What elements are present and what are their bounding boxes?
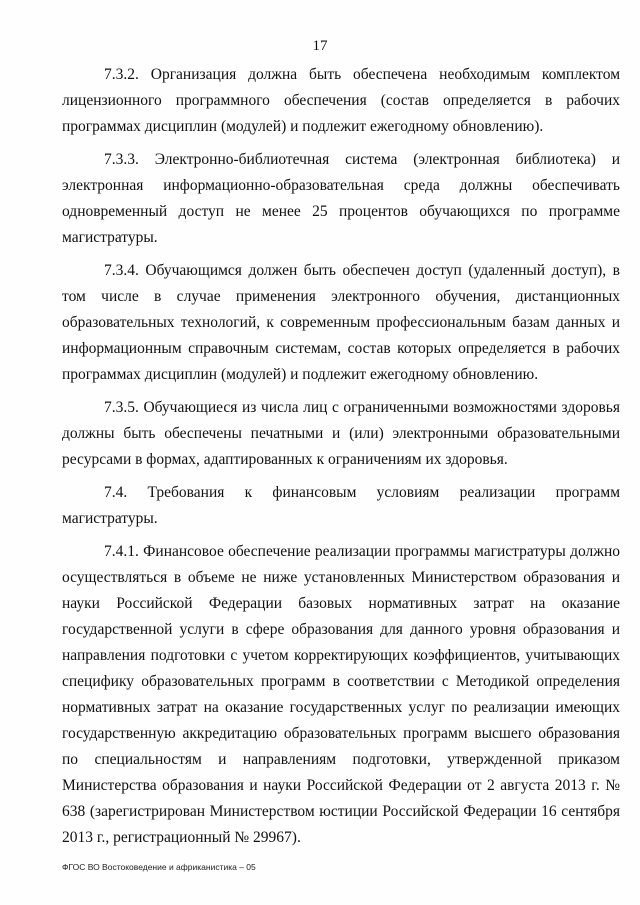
paragraph-number: 7.4. bbox=[104, 484, 128, 501]
paragraph-7-3-5 bbox=[62, 395, 620, 473]
paragraph-7-3-4 bbox=[62, 258, 620, 388]
paragraph-7-3-2 bbox=[62, 62, 620, 140]
paragraph-number: 7.4.1. bbox=[104, 543, 139, 560]
paragraph-text: Требования к финансовым условиям реализации программ магистратуры. bbox=[62, 484, 621, 527]
paragraph-number: 7.3.2. bbox=[104, 66, 139, 83]
page-footer: ФГОС ВО Востоковедение и африканистика – 05 bbox=[62, 862, 256, 872]
document-body bbox=[62, 62, 620, 858]
paragraph-7-4-1 bbox=[62, 539, 620, 851]
paragraph-text: Обучающимся должен быть обеспечен доступ (удаленный доступ), в том числе в случае применения электронного обучения, дистанционных образовательных технологий, к современным профессиональным базам данных и информационным справочным системам, состав которых определяется в рабочих программах дисциплин (модулей) и подлежит ежегодному обновлению. bbox=[62, 262, 620, 383]
paragraph-7-3-3 bbox=[62, 147, 620, 251]
paragraph-text: Организация должна быть обеспечена необходимым комплектом лицензионного программного обеспечения (состав определяется в рабочих программах дисциплин (модулей) и подлежит ежегодному обновлению). bbox=[62, 66, 620, 135]
paragraph-number: 7.3.5. bbox=[104, 399, 139, 416]
paragraph-number: 7.3.4. bbox=[104, 262, 139, 279]
paragraph-7-4 bbox=[62, 480, 620, 532]
paragraph-number: 7.3.3. bbox=[104, 151, 139, 168]
paragraph-text: Электронно-библиотечная система (электронная библиотека) и электронная информационно-образовательная среда должны обеспечивать одновременный доступ не менее 25 процентов обучающихся по программе магистратуры. bbox=[62, 151, 620, 246]
paragraph-text: Обучающиеся из числа лиц с ограниченными возможностями здоровья должны быть обеспечены печатными и (или) электронными образовательными ресурсами в формах, адаптированных к ограничениям их здоровья. bbox=[62, 399, 621, 468]
paragraph-text: Финансовое обеспечение реализации программы магистратуры должно осуществляться в объеме не ниже установленных Министерством образования и науки Российской Федерации базовых нормативных затрат на оказание государственной услуги в сфере образования для данного уровня образования и направления подготовки с учетом корректирующих коэффициентов, учитывающих специфику образовательных программ в соответствии с Методикой определения нормативных затрат на оказание государственных услуг по реализации имеющих государственную аккредитацию образовательных программ высшего образования по специальностям и направлениям подготовки, утвержденной приказом Министерства образования и науки Российской Федерации от 2 августа 2013 г. № 638 (зарегистрирован Министерством юстиции Российской Федерации 16 сентября 2013 г., регистрационный № 29967). bbox=[62, 543, 620, 846]
page-number: 17 bbox=[312, 38, 328, 54]
